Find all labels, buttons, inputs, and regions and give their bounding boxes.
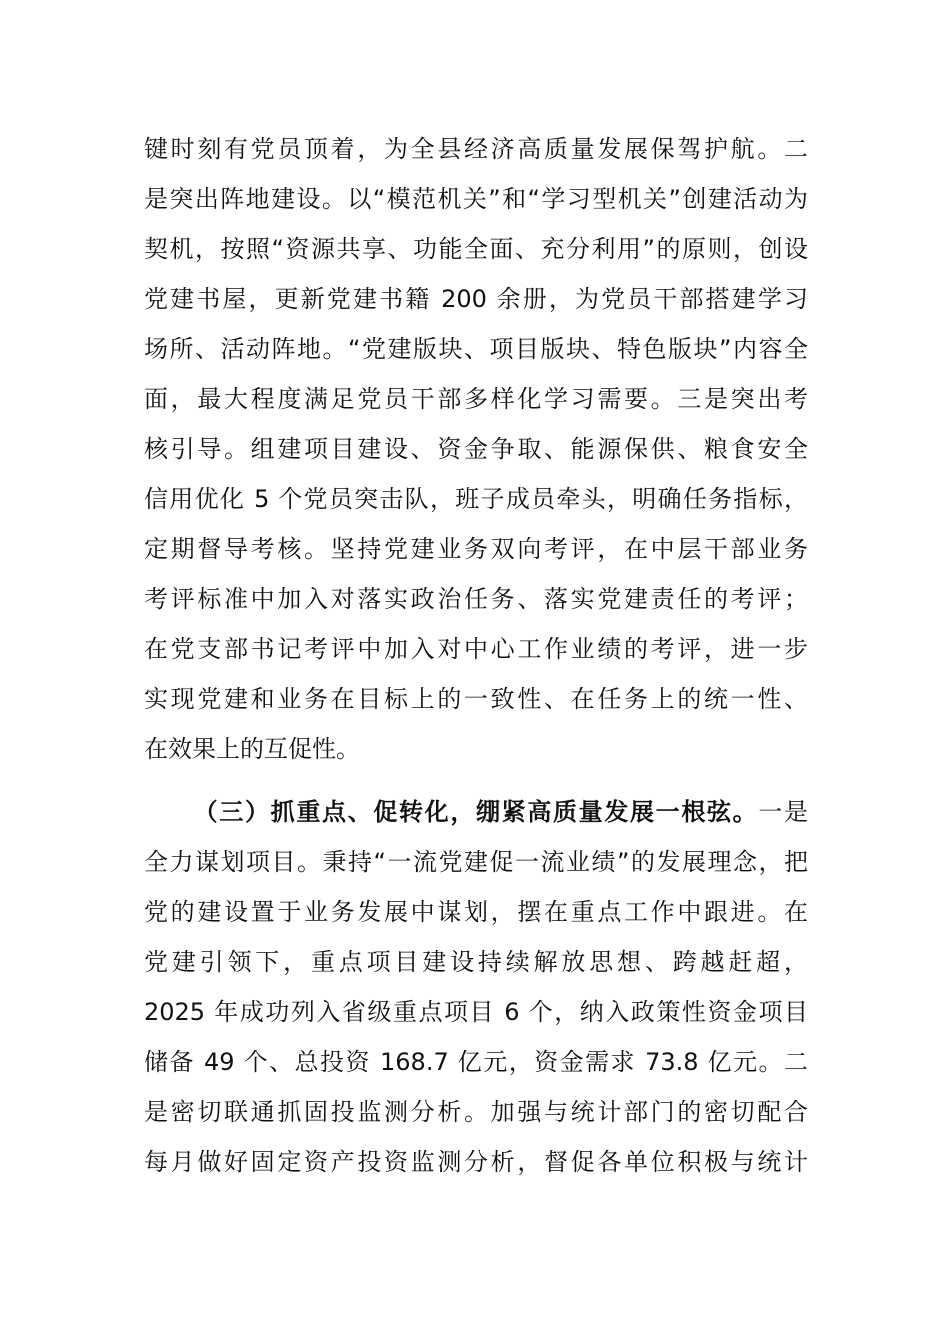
paragraph-line: 面，最大程度满足党员干部多样化学习需要。三是突出考	[144, 385, 808, 413]
section-heading: （三）抓重点、促转化，绷紧高质量发展一根弦。	[192, 798, 759, 826]
paragraph-spacing	[144, 774, 808, 787]
paragraph-line: 在党支部书记考评中加入对中心工作业绩的考评，进一步	[144, 635, 808, 663]
paragraph-2	[144, 787, 808, 1187]
paragraph-line: 党建书屋，更新党建书籍 200 余册，为党员干部搭建学习	[144, 285, 808, 313]
heading-continuation: 一是	[758, 798, 809, 826]
paragraph-line: 党建引领下，重点项目建设持续解放思想、跨越赶超，	[144, 948, 808, 976]
paragraph-line: 每月做好固定资产投资监测分析，督促各单位积极与统计	[144, 1148, 808, 1176]
paragraph-line: 全力谋划项目。秉持“一流党建促一流业绩”的发展理念，把	[144, 848, 808, 876]
paragraph-line: 储备 49 个、总投资 168.7 亿元，资金需求 73.8 亿元。二	[144, 1048, 808, 1076]
paragraph-line: 2025 年成功列入省级重点项目 6 个，纳入政策性资金项目	[144, 998, 808, 1026]
document-body	[144, 124, 808, 1187]
paragraph-first-line	[144, 787, 808, 837]
paragraph-line: 场所、活动阵地。“党建版块、项目版块、特色版块”内容全	[144, 335, 808, 363]
paragraph-line: 信用优化 5 个党员突击队，班子成员牵头，明确任务指标，	[144, 485, 808, 513]
paragraph-line: 定期督导考核。坚持党建业务双向考评，在中层干部业务	[144, 535, 808, 563]
paragraph-line: 在效果上的互促性。	[144, 735, 360, 763]
paragraph-line: 是密切联通抓固投监测分析。加强与统计部门的密切配合	[144, 1098, 808, 1126]
paragraph-line: 党的建设置于业务发展中谋划，摆在重点工作中跟进。在	[144, 898, 808, 926]
paragraph-1	[144, 124, 808, 774]
paragraph-line: 契机，按照“资源共享、功能全面、充分利用”的原则，创设	[144, 235, 808, 263]
paragraph-line: 考评标准中加入对落实政治任务、落实党建责任的考评；	[144, 585, 808, 613]
paragraph-line: 核引导。组建项目建设、资金争取、能源保供、粮食安全	[144, 435, 808, 463]
paragraph-line: 是突出阵地建设。以“模范机关”和“学习型机关”创建活动为	[144, 185, 808, 213]
paragraph-line: 实现党建和业务在目标上的一致性、在任务上的统一性、	[144, 685, 808, 713]
paragraph-line: 键时刻有党员顶着，为全县经济高质量发展保驾护航。二	[144, 135, 808, 163]
